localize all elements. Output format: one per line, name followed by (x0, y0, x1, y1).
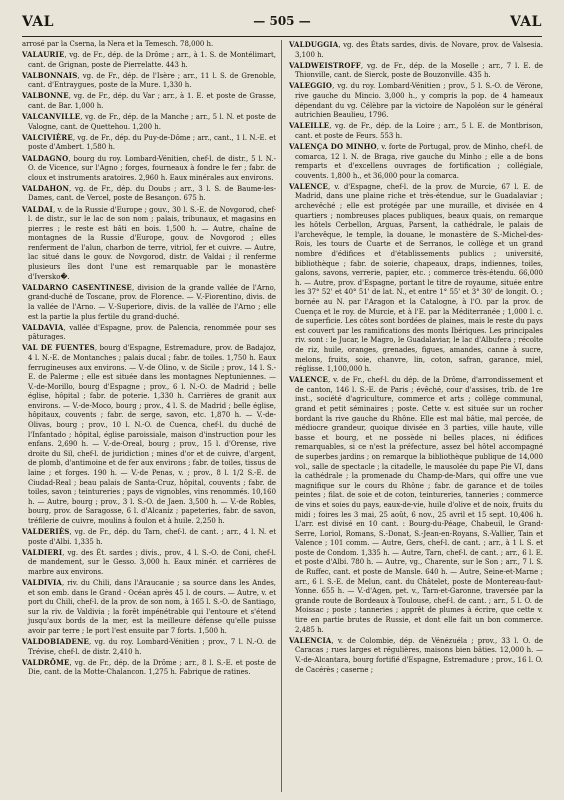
dictionary-entry (22, 112, 276, 132)
page-number: — 505 — (253, 14, 311, 28)
entry-text: , vg. de Fr., dép. de la Drôme ; arr., 8 l. S.-E. et poste de Die, cant. de la Motte-Chalancon. 1,275 h. Fabrique de ratines. (28, 658, 276, 677)
entry-headword: VALDIERI (22, 547, 63, 557)
dictionary-entry (22, 658, 276, 678)
entry-text: , vg. de Fr., dép. de l'Isère ; arr., 11 l. S. de Grenoble, cant. d'Entraygues, poste de la Mure. 1,330 h. (28, 71, 276, 90)
dictionary-entry (22, 133, 276, 153)
page-header (22, 14, 542, 37)
entry-text: , vg. du roy. Lombard-Vénitien ; prov., 7 l. N.-O. de Trévise, chef-l. de distr. 2,410 h. (28, 638, 276, 656)
dictionary-entry (289, 636, 543, 675)
entry-text: , vg. de Fr., dép. du Doubs ; arr., 3 l. S. de Baume-les-Dames, cant. de Vercel, poste de Besançon. 675 h. (28, 184, 276, 203)
entry-headword: VALDAGNO (22, 153, 69, 163)
right-column (289, 40, 543, 792)
entry-text: , v. de la Russie d'Europe ; gouv., 30 l. S.-E. de Novgorod, chef-l. de distr., sur le lac de son nom ; palais, tribunaux, et magasins en pierres ; le reste est bâti en bois. 1,500 h. — Autre, chaîne de montagnes de la Russie d'Europe, gouv. de Novgorod ; elles renferment de l'alun, charbon de terre, vitriol, fer et cuivre. — Autre, lac situé dans le gouv. de Novgorod, distr. de Valdai ; il renferme plusieurs îles dont l'une est remarquable par le monastère d'Iversko�. (28, 205, 276, 281)
dictionary-entry (22, 50, 276, 70)
entry-headword: VALDWEISTROFF (289, 60, 361, 70)
entry-headword: VALDAI (22, 204, 53, 214)
running-head-left: VAL (22, 14, 54, 30)
entry-text: arrosé par la Cserna, la Nera et la Temesch. 78,000 h. (22, 40, 214, 48)
entry-headword: VALEILLE (289, 121, 330, 131)
entry-headword: VALDIVIA (22, 578, 62, 588)
entry-text: , vg. de Fr., dép. de la Drôme ; arr., à 1. S. de Montélimart, cant. de Grignan, poste de Pierrelatte. 443 h. (28, 51, 276, 69)
entry-headword: VALENCE (289, 181, 328, 191)
entry-text: , vg. de Fr., dép. du Var ; arr., à 1. E. et poste de Grasse, cant. de Bar. 1,000 h. (28, 92, 276, 111)
dictionary-entry (289, 61, 543, 81)
dictionary-entry (22, 323, 276, 343)
dictionary-entry (22, 283, 276, 322)
entry-headword: VALENÇA DO MINHO (289, 141, 377, 151)
entry-text: , vg. de Fr., dép. de la Manche ; arr., 5 l. N. et poste de Valogne, cant. de Quettehou. 1,200 h. (28, 113, 276, 131)
entry-text: , division de la grande vallée de l'Arno, grand-duché de Toscane, prov. de Florence. — V.-Fiorentino, divis. de la vallée de l'Arno. — V.-Superiore, divis. de la vallée de l'Arno ; elle est la partie la plus fertile du grand-duché. (28, 283, 276, 321)
running-head-right: VAL (510, 14, 542, 30)
entry-headword: VALDARNO CASENTINESE (22, 282, 132, 292)
dictionary-entry (22, 548, 276, 578)
entry-text: , v. de Fr., chef-l. du dép. de la Drôme, d'arrondissement et de canton, 146 l. S.-E. de Paris ; évêché, cour d'assises, trib. de 1re inst., société d'agriculture, commerce et arts ; collège communal, grand et petit séminaires ; poste. Cette v. est située sur un rocher bordant la rive gauche du Rhône. Elle est mal bâtie, mal percée, de médiocre grandeur, quoique divisée en 3 parties, ville haute, ville basse et bourg, et ne possède ni belles places, ni édifices remarquables, si ce n'est la préfecture, assez bel hôtel accompagné de superbes jardins ; on remarque la bibliothèque publique de 14,000 vol., salle de spectacle ; la citadelle, le mausolée du pape Pie VI, dans la cathédrale ; la promenade du Champ-de-Mars, qui offre une vue magnifique sur le cours du Rhône ; fabr. de garance et de toiles peintes ; filat. de soie et de coton, teintureries, tanneries ; commerce de vins et soies du pays, eaux-de-vie, huile d'olive et de noix, fruits du midi ; foires les 3 mai, 25 août, 6 nov., 25 avril et 15 sept. 10,406 h. L'arr. est divisé en 10 cant. : Bourg-du-Péage, Chabeuil, le Grand-Serre, Loriol, Romans, S.-Donat, S.-Jean-en-Royans, S.-Vallier, Tain et Valence ; 101 comm. — Autre, Gers, chef-l. de cant. ; arr., à 1 l. S. et poste de Condom. 1,335 h. — Autre, Tarn, chef-l. de cant. ; arr., 6 l. E. et poste d'Albi. 780 h. — Autre, vg., Charente, sur le Son ; arr., 7 l. S. de Ruffec, cant. et poste de Mansle. 640 h. — Autre, Seine-et-Marne ; arr., 6 l. S.-E. de Melun, cant. du Châtelet, poste de Montereau-faut-Yonne. 655 h. — V.-d'Agen, pet. v., Tarn-et-Garonne, traversée par la grande route de Bordeaux à Toulouse, chef-l. de cant. ; arr., 5 l. O. de Moissac ; poste ; tanneries ; apprêt de plumes à écrire, que cette v. tire en partie brutes de Russie, et dont elle fait un bon commerce. 2,485 h. (295, 376, 543, 634)
entry-text: , bourg du roy. Lombard-Vénitien, chef-l. de distr., 5 l. N.-O. de Vicence, sur l'Agno ; forges, fourneaux à fondre le fer ; fabr. de cloux et instruments aratoires. 2,960 h. Eaux minérales aux environs. (28, 154, 276, 182)
entry-headword: VALAURIE (22, 50, 65, 60)
entry-text: , vg. des États sardes, divis. de Novare, prov. de Valsesia. 3,100 h. (295, 41, 543, 59)
entry-headword: VALDRÔME (22, 657, 70, 667)
entry-headword: VALBONNE (22, 91, 69, 101)
dictionary-entry (22, 578, 276, 637)
dictionary-entry (22, 184, 276, 204)
entry-text: , bourg d'Espagne, Estremadure, prov. de Badajoz, 4 l. N.-E. de Montanches ; palais ducal ; fabr. de toiles. 1,750 h. Eaux ferrugineuses aux environs. — V.-de Olino, v. de Sicile ; prov., 14 l. S.-E. de Palerme ; elle est située dans les montagnes Neptuniennes. — V.-de-Morillo, bourg d'Espagne ; prov., 6 l. N.-O. de Madrid ; belle église, hôpital ; fabr. de poterie. 1,330 h. Carrières de granit aux environs. — V.-de-Moco, bourg ; prov., 4 l. S. de Madrid ; belle église, hôpitaux, couvents ; fabr. de serge, savon, etc. 1,870 h. — V.-de-Olivas, bourg ; prov., 10 l. N.-O. de Cuenca, chef-l. du duché de l'Infantado ; hôpital, église paroissiale, maison d'instruction pour les enfans. 2,690 h. — V.-de-Oreal, bourg ; prov., 15 l. d'Orense, rive droite du Sil, chef-l. de juridiction ; mines d'or et de cuivre, d'argent, de plomb, d'antimoine et de fer aux environs ; fabr. de toiles, tissus de laine ; et forges. 190 h. — V.-de Penas, v. ; prov., 8 l. 1/2 S.-E. de Ciudad-Real ; beau palais de Santa-Cruz, hôpital, couvents ; fabr. de toiles, savon ; teintureries ; pays de vignobles, vins renommés. 10,160 h. — Autre, bourg ; prov., 3 l. S.-O. de Jaen. 3,500 h. — V.-de Robles, bourg, prov. de Saragosse, 6 l. d'Alcaniz ; papeteries, fabr. de savon, tréfilerie de cuivre, moulins à foulon et à huile. 2,250 h. (28, 344, 276, 525)
dictionary-entry (289, 121, 543, 141)
dictionary-entry (289, 40, 543, 60)
entry-headword: VALCANVILLE (22, 112, 81, 122)
entry-headword: VALENCE (289, 375, 328, 385)
entry-headword: VAL DE FUENTES (22, 343, 95, 353)
entry-text: , vallée d'Espagne, prov. de Palencia, renommée pour ses pâturages. (28, 323, 276, 342)
entry-text: , vg. du roy. Lombard-Vénitien ; prov., 5 l. S.-O. de Vérone, rive gauche du Mincio. 3,000 h., y compris la pop. de 4 hameaux dépendant du vg. Célèbre par la victoire de Napoléon sur le général autrichien Beaulieu, 1796. (295, 82, 543, 120)
entry-text: , v. d'Espagne, chef-l. de la prov. de Murcie, 67 l. E. de Madrid, dans une plaine riche et très-étendue, sur le Guadalaviar ; archevêché ; elle est protégée par une muraille, et divisée en 4 quartiers ; nombreuses places publiques, beaux quais, on remarque les hôtels Cerbellon, Arguas, Parsent, la cathédrale, le palais de l'archevêque, le temple, la douane, le monastère de S.-Michel-des-Rois, les tours de Cuarte et de Serranos, le collège et un grand nombre d'édifices et d'établissements publics ; université, bibliothèque ; fabr. de soierie, chapeaux, draps, indiennes, toiles, galons, savons, verrerie, papier, etc. ; commerce très-étendu. 66,000 h. — Autre, prov. d'Espagne, portant le titre de royaume, située entre les 37° 52' et 40° 51' de lat. N., et entre 1° 55' et 3° 30' de longit. O. ; bornée au N. par l'Aragon et la Catalogne, à l'O. par la prov. de Cuença et le roy. de Murcie, et à l'E. par la Méditerranée ; 1,000 l. c. de superficie. Les côtes sont bordées de plaines, mais le reste du pays est couvert par les ramifications des monts Ibériques. Les principales riv. sont : le Jucar, le Magro, le Guadalaviar, le lac d'Albufera ; récolte de riz, huile, oranges, grenades, figues, amandes, canne à sucre, melons, fruits, soie, chanvre, lin, coton, safran, garance, miel, réglisse. 1,100,000 h. (295, 182, 543, 374)
entry-text: , v. de Colombie, dép. de Vénézuéla ; prov., 33 l. O. de Caracas ; rues larges et régulières, maisons bien bâties. 12,000 h. — V.-de-Alcantara, bourg fortifié d'Espagne, Estremadure ; prov., 16 l. O. de Cacérès ; caserne ; (295, 636, 543, 674)
entry-text: , vg. des Ét. sardes ; divis., prov., 4 l. S.-O. de Coni, chef-l. de mandement, sur le Gesso. 3,000 h. Eaux minér. et carrières de marbre aux environs. (28, 548, 276, 576)
left-column (22, 40, 276, 792)
entry-text: , vg. de Fr., dép. de la Loire ; arr., 5 l. E. de Montbrison, cant. et poste de Feurs. 553 h. (295, 122, 543, 140)
dictionary-entry (22, 205, 276, 283)
dictionary-entry (289, 142, 543, 181)
entry-headword: VALDERIÈS (22, 527, 70, 537)
dictionary-entry (22, 527, 276, 547)
dictionary-entry (289, 375, 543, 635)
entry-text: , riv. du Chili, dans l'Araucanie ; sa source dans les Andes, et son emb. dans le Grand - Océan après 45 l. de cours. — Autre, v. et port du Chili, chef-l. de la prov. de son nom, à 165 l. S.-O. de Santiago, sur la riv. de Valdivia ; la forêt impénétrable qui l'entoure et s'étend jusqu'aux bords de la mer, est la meilleure défense qu'elle puisse avoir par terre ; le port l'est ensuite par 7 forts. 1,500 h. (28, 579, 276, 636)
entry-headword: VALBONNAIS (22, 70, 78, 80)
entry-text: , v. forte de Portugal, prov. de Minho, chef-l. de comarca, 12 l. N. de Braga, rive gauche du Minho ; elle a de bons remparts et d'excellens ouvrages de fortification ; collégiale, couvents. 1,800 h., et 36,000 pour la comarca. (295, 142, 543, 180)
column-divider (281, 40, 282, 792)
dictionary-entry (289, 182, 543, 375)
dictionary-entry (22, 637, 276, 657)
entry-headword: VALCIVIÈRE (22, 132, 73, 142)
entry-text: , vg. de Fr., dép. du Puy-de-Dôme ; arr., cant., 1 l. N.-E. et poste d'Ambert. 1,580 h. (28, 133, 276, 152)
entry-headword: VALDUGGIA (289, 40, 339, 49)
entry-headword: VALDAHON (22, 183, 70, 193)
entry-text: , vg. de Fr., dép. de la Moselle ; arr., 7 l. E. de Thionville, cant. de Sierck, poste de Bouzonville. 435 h. (295, 61, 543, 80)
dictionary-entry (22, 40, 276, 50)
dictionary-entry (22, 343, 276, 526)
entry-headword: VALDOBIADENE (22, 637, 89, 647)
dictionary-entry (22, 91, 276, 111)
entry-headword: VALEGGIO (289, 81, 333, 91)
dictionary-entry (289, 81, 543, 120)
dictionary-entry (22, 71, 276, 91)
dictionary-entry (22, 154, 276, 184)
entry-headword: VALENCIA (289, 635, 332, 645)
entry-headword: VALDAVIA (22, 322, 64, 332)
entry-text: , vg. de Fr., dép. du Tarn, chef-l. de cant. ; arr., 4 l. N. et poste d'Albi. 1,335 h. (28, 528, 276, 546)
